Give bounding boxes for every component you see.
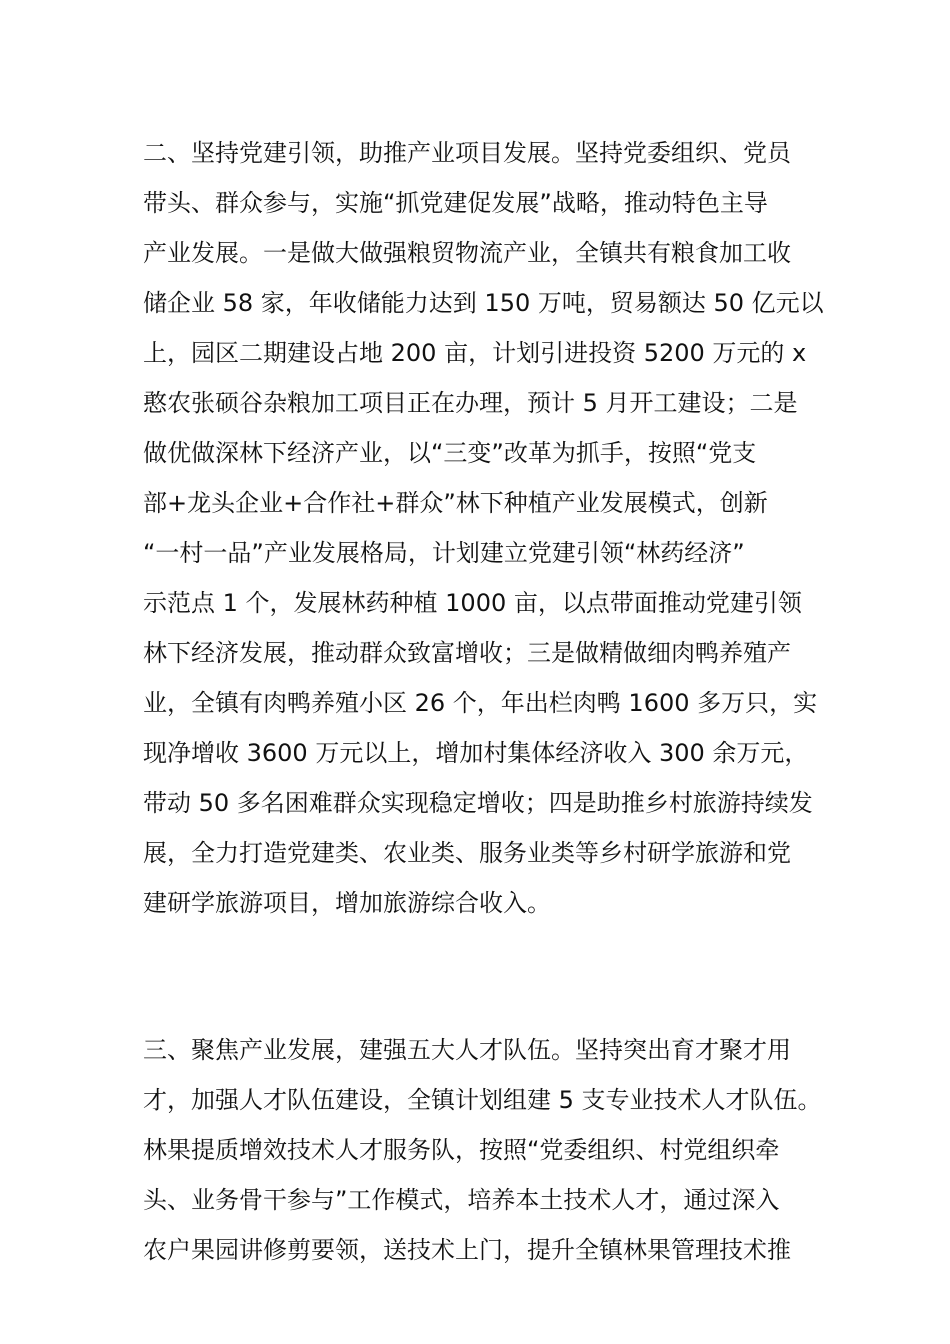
- paragraph-line: 业，全镇有肉鸭养殖小区 26 个，年出栏肉鸭 1600 多万只，实: [143, 689, 818, 717]
- paragraph-line: 建研学旅游项目，增加旅游综合收入。: [143, 889, 551, 917]
- paragraph-line: 头、业务骨干参与”工作模式，培养本土技术人才，通过深入: [143, 1186, 780, 1214]
- paragraph-line: 示范点 1 个，发展林药种植 1000 亩，以点带面推动党建引领: [143, 589, 802, 617]
- paragraph-line: 储企业 58 家，年收储能力达到 150 万吨，贸易额达 50 亿元以: [143, 289, 824, 317]
- paragraph-line: 带动 50 多名困难群众实现稳定增收；四是助推乡村旅游持续发: [143, 789, 813, 817]
- paragraph-line: 做优做深林下经济产业，以“三变”改革为抓手，按照“党支: [143, 439, 757, 467]
- paragraph-line: 林果提质增效技术人才服务队，按照“党委组织、村党组织牵: [143, 1136, 780, 1164]
- paragraph-line: 上，园区二期建设占地 200 亩，计划引进投资 5200 万元的 x: [143, 339, 807, 367]
- paragraph-line: 产业发展。一是做大做强粮贸物流产业，全镇共有粮食加工收: [143, 239, 791, 267]
- paragraph-line: 展，全力打造党建类、农业类、服务业类等乡村研学旅游和党: [143, 839, 791, 867]
- paragraph-line: 才，加强人才队伍建设，全镇计划组建 5 支专业技术人才队伍。: [143, 1086, 822, 1114]
- paragraph-line: 三、聚焦产业发展，建强五大人才队伍。坚持突出育才聚才用: [143, 1036, 791, 1064]
- paragraph-line: 农户果园讲修剪要领，送技术上门，提升全镇林果管理技术推: [143, 1236, 791, 1264]
- paragraph-line: 憨农张硕谷杂粮加工项目正在办理，预计 5 月开工建设；二是: [143, 389, 798, 417]
- paragraph-line: 部+龙头企业+合作社+群众”林下种植产业发展模式，创新: [143, 489, 768, 517]
- paragraph-line: “一村一品”产业发展格局，计划建立党建引领“林药经济”: [143, 539, 745, 567]
- paragraph-section-three: [143, 1025, 823, 1275]
- paragraph-line: 二、坚持党建引领，助推产业项目发展。坚持党委组织、党员: [143, 139, 791, 167]
- paragraph-section-two: [143, 128, 823, 928]
- paragraph-line: 带头、群众参与，实施“抓党建促发展”战略，推动特色主导: [143, 189, 768, 217]
- paragraph-line: 现净增收 3600 万元以上，增加村集体经济收入 300 余万元，: [143, 739, 809, 767]
- paragraph-line: 林下经济发展，推动群众致富增收；三是做精做细肉鸭养殖产: [143, 639, 791, 667]
